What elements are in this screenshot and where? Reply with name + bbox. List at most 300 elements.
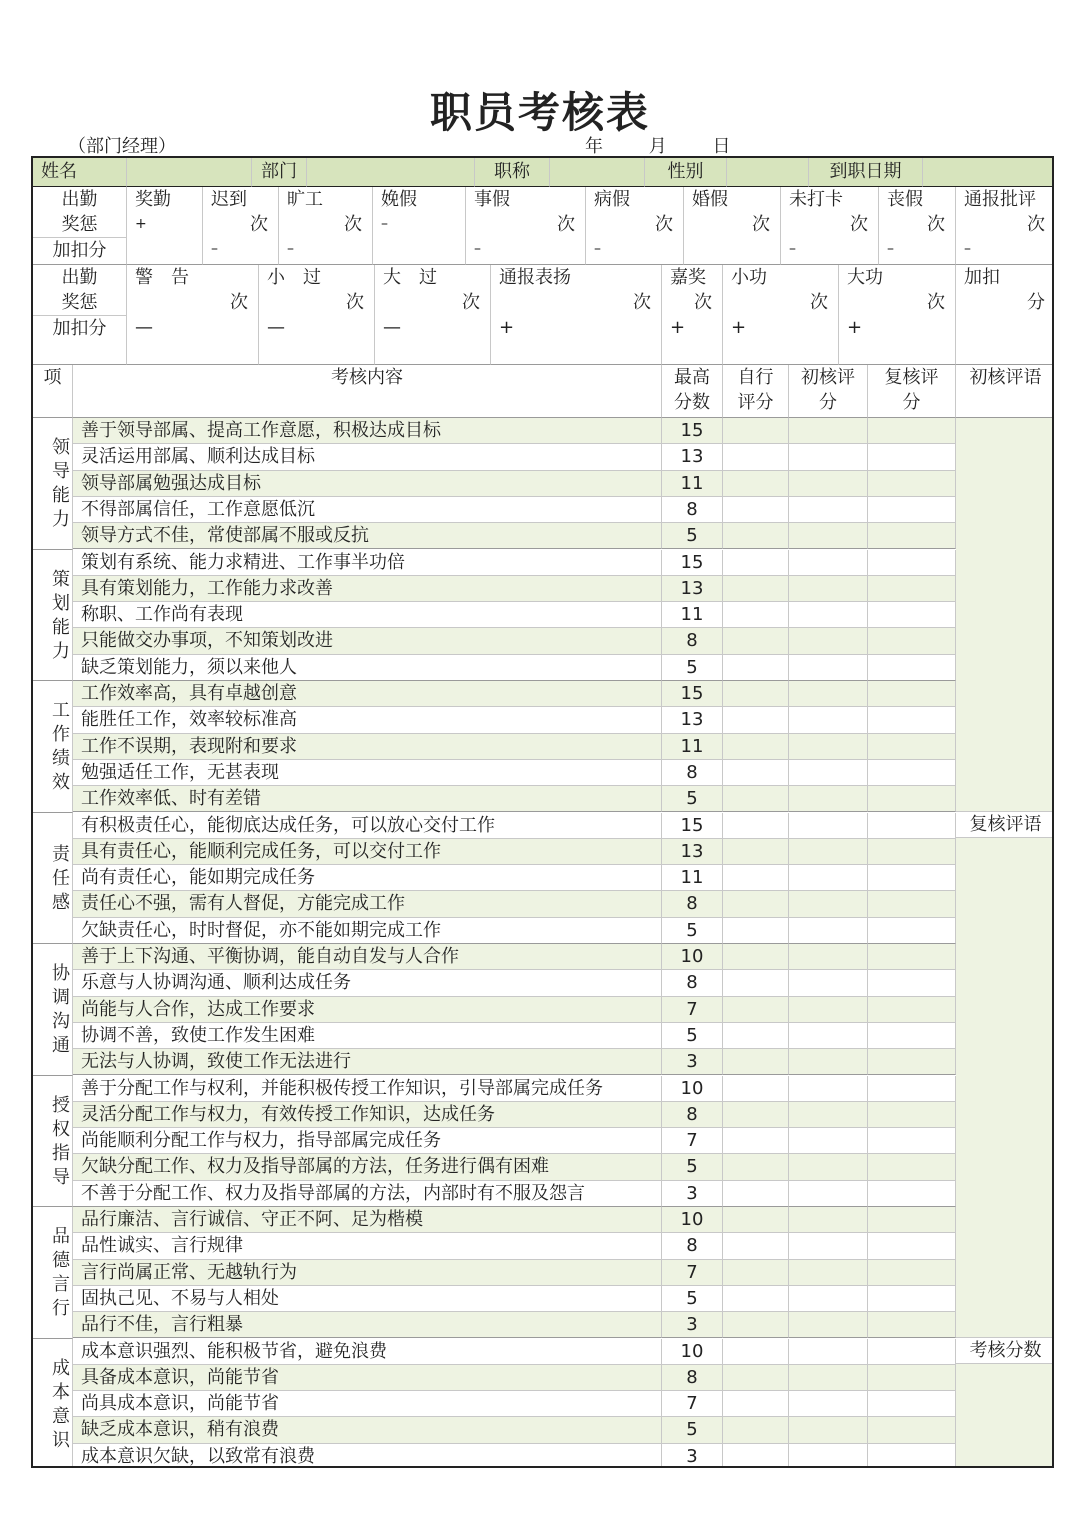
self-score-input[interactable]: [723, 997, 789, 1023]
attendance-cell[interactable]: [466, 187, 586, 265]
dept-label: 部门: [252, 158, 307, 187]
attendance-cell-unit: 次: [927, 214, 945, 235]
max-score: 11: [662, 471, 723, 497]
self-score-input[interactable]: [723, 1312, 789, 1338]
criteria-text: 尚能与人合作，达成工作要求: [73, 997, 662, 1023]
first-score-input[interactable]: [789, 1339, 868, 1365]
first-score-input[interactable]: [789, 1207, 868, 1233]
second-score-input[interactable]: [868, 1207, 956, 1233]
first-score-input[interactable]: [789, 1260, 868, 1286]
name-field[interactable]: [127, 158, 252, 187]
second-score-input[interactable]: [868, 1391, 956, 1417]
first-score-input[interactable]: [789, 1286, 868, 1312]
first-score-input[interactable]: [789, 550, 868, 576]
second-score-input[interactable]: [868, 1365, 956, 1391]
second-score-input[interactable]: [868, 839, 956, 865]
criteria-text: 领导部属勉强达成目标: [73, 471, 662, 497]
attendance-cell-sign: –: [789, 241, 796, 257]
second-score-input[interactable]: [868, 1233, 956, 1259]
attendance-cell-sign: –: [964, 241, 971, 257]
self-score-input[interactable]: [723, 523, 789, 549]
attendance-cell-sign: –: [211, 241, 218, 257]
max-score: 5: [662, 918, 723, 944]
award-cell-label: 通报表扬: [499, 267, 571, 288]
second-score-input[interactable]: [868, 918, 956, 944]
self-score-input[interactable]: [723, 1076, 789, 1102]
criteria-text: 只能做交办事项，不知策划改进: [73, 628, 662, 654]
self-score-input[interactable]: [723, 655, 789, 681]
attendance-cell-sign: +: [135, 216, 147, 232]
self-score-input[interactable]: [723, 1260, 789, 1286]
criteria-text: 尚具成本意识，尚能节省: [73, 1391, 662, 1417]
position-field[interactable]: [550, 158, 645, 187]
first-score-input[interactable]: [789, 813, 868, 839]
self-score-input[interactable]: [723, 1417, 789, 1443]
second-score-input[interactable]: [868, 681, 956, 707]
max-score: 8: [662, 1365, 723, 1391]
self-score-input[interactable]: [723, 1128, 789, 1154]
attendance-cell-unit: 次: [1027, 214, 1045, 235]
attendance-cell-sign: –: [381, 216, 388, 232]
attendance-cell[interactable]: [879, 187, 956, 265]
max-score-header: 最高 分数: [662, 365, 723, 418]
month-label: 月: [648, 136, 667, 157]
self-score-input[interactable]: [723, 1339, 789, 1365]
award-cell[interactable]: [662, 265, 723, 365]
second-score-input[interactable]: [868, 970, 956, 996]
award-cell-sign: +: [499, 317, 515, 338]
award-cell[interactable]: [375, 265, 491, 365]
self-score-input[interactable]: [723, 707, 789, 733]
criteria-text: 品性诚实、言行规律: [73, 1233, 662, 1259]
first-comment-field[interactable]: [956, 418, 1054, 812]
criteria-text: 善于分配工作与权利，并能积极传授工作知识，引导部属完成任务: [73, 1076, 662, 1102]
second-score-input[interactable]: [868, 655, 956, 681]
attendance-cell-sign: –: [594, 241, 601, 257]
first-score-input[interactable]: [789, 655, 868, 681]
criteria-text: 缺乏策划能力，须以来他人: [73, 655, 662, 681]
max-score: 13: [662, 576, 723, 602]
first-score-input[interactable]: [789, 681, 868, 707]
award-cell-unit: 次: [927, 292, 945, 313]
first-score-input[interactable]: [789, 970, 868, 996]
criteria-text: 能胜任工作，效率较标准高: [73, 707, 662, 733]
attendance-cell-label: 娩假: [381, 189, 417, 210]
award-cell-sign: —: [135, 317, 153, 338]
criteria-text: 固执己见、不易与人相处: [73, 1286, 662, 1312]
max-score: 13: [662, 839, 723, 865]
max-score: 8: [662, 497, 723, 523]
second-score-input[interactable]: [868, 1339, 956, 1365]
second-score-input[interactable]: [868, 1444, 956, 1468]
self-score-input[interactable]: [723, 813, 789, 839]
max-score: 15: [662, 550, 723, 576]
attendance-cell-label: 事假: [474, 189, 510, 210]
max-score: 8: [662, 760, 723, 786]
max-score: 5: [662, 1286, 723, 1312]
second-score-input[interactable]: [868, 707, 956, 733]
attendance-cell-unit: 次: [850, 214, 868, 235]
first-comment-header: 初核评语: [956, 365, 1054, 418]
second-score-input[interactable]: [868, 944, 956, 970]
first-score-input[interactable]: [789, 523, 868, 549]
criteria-text: 称职、工作尚有表现: [73, 602, 662, 628]
first-score-input[interactable]: [789, 1233, 868, 1259]
self-score-input[interactable]: [723, 891, 789, 917]
criteria-text: 缺乏成本意识，稍有浪费: [73, 1417, 662, 1443]
first-score-input[interactable]: [789, 576, 868, 602]
attendance-cell[interactable]: [127, 187, 203, 265]
criteria-text: 灵活运用部属、顺利达成目标: [73, 444, 662, 470]
self-score-input[interactable]: [723, 444, 789, 470]
award-cell[interactable]: [839, 265, 956, 365]
criteria-text: 策划有系统、能力求精进、工作事半功倍: [73, 550, 662, 576]
first-score-input[interactable]: [789, 1076, 868, 1102]
category-label: 协调沟通: [33, 944, 73, 1076]
self-score-input[interactable]: [723, 471, 789, 497]
second-score-input[interactable]: [868, 760, 956, 786]
second-score-input[interactable]: [868, 997, 956, 1023]
self-score-input[interactable]: [723, 918, 789, 944]
attendance-label-bonus: 加扣分: [33, 237, 126, 263]
max-score: 15: [662, 813, 723, 839]
first-score-input[interactable]: [789, 1049, 868, 1075]
first-score-input[interactable]: [789, 918, 868, 944]
attendance-cell[interactable]: [373, 187, 466, 265]
self-score-input[interactable]: [723, 839, 789, 865]
year-label: 年: [585, 136, 603, 157]
self-score-input[interactable]: [723, 1444, 789, 1468]
criteria-text: 工作不误期，表现附和要求: [73, 734, 662, 760]
award-cell[interactable]: [259, 265, 375, 365]
role-label: （部门经理）: [68, 136, 176, 157]
award-cell-label: 小 过: [267, 267, 321, 288]
self-score-input[interactable]: [723, 1207, 789, 1233]
criteria-text: 具有责任心，能顺利完成任务，可以交付工作: [73, 839, 662, 865]
second-score-input[interactable]: [868, 1417, 956, 1443]
category-label: 领导能力: [33, 418, 73, 550]
second-score-input[interactable]: [868, 1102, 956, 1128]
attendance-cell-unit: 次: [250, 214, 268, 235]
criteria-text: 工作效率高，具有卓越创意: [73, 681, 662, 707]
first-score-input[interactable]: [789, 628, 868, 654]
first-score-input[interactable]: [789, 1391, 868, 1417]
attendance-cell-label: 丧假: [887, 189, 923, 210]
max-score: 5: [662, 1154, 723, 1180]
self-score-input[interactable]: [723, 602, 789, 628]
criteria-text: 品行不佳，言行粗暴: [73, 1312, 662, 1338]
attendance-cell[interactable]: [203, 187, 279, 265]
first-score-input[interactable]: [789, 602, 868, 628]
max-score: 3: [662, 1312, 723, 1338]
award-cell[interactable]: [491, 265, 662, 365]
max-score: 7: [662, 1391, 723, 1417]
self-score-input[interactable]: [723, 865, 789, 891]
attendance-cell-sign: –: [887, 241, 894, 257]
first-score-input[interactable]: [789, 997, 868, 1023]
max-score: 8: [662, 891, 723, 917]
second-score-header: 复核评 分: [868, 365, 956, 418]
gender-field[interactable]: [727, 158, 809, 187]
max-score: 5: [662, 1023, 723, 1049]
attendance-cell-label: 通报批评: [964, 189, 1036, 210]
max-score: 10: [662, 1207, 723, 1233]
second-score-input[interactable]: [868, 786, 956, 812]
category-label: 责任感: [33, 813, 73, 945]
attendance-cell[interactable]: [586, 187, 684, 265]
second-score-input[interactable]: [868, 1154, 956, 1180]
attendance-cell[interactable]: [956, 187, 1054, 265]
max-score: 13: [662, 707, 723, 733]
second-score-input[interactable]: [868, 602, 956, 628]
item-header: 项: [33, 365, 73, 418]
date-line: [585, 132, 770, 158]
max-score: 10: [662, 1076, 723, 1102]
criteria-text: 乐意与人协调沟通、顺利达成任务: [73, 970, 662, 996]
first-score-input[interactable]: [789, 444, 868, 470]
criteria-text: 领导方式不佳，常使部属不服或反抗: [73, 523, 662, 549]
max-score: 15: [662, 418, 723, 444]
self-score-input[interactable]: [723, 786, 789, 812]
self-score-input[interactable]: [723, 1181, 789, 1207]
award-cell[interactable]: [127, 265, 259, 365]
max-score: 10: [662, 1339, 723, 1365]
self-score-input[interactable]: [723, 576, 789, 602]
first-score-input[interactable]: [789, 1365, 868, 1391]
first-score-input[interactable]: [789, 734, 868, 760]
max-score: 3: [662, 1049, 723, 1075]
criteria-text: 品行廉洁、言行诚信、守正不阿、足为楷模: [73, 1207, 662, 1233]
max-score: 8: [662, 628, 723, 654]
self-score-input[interactable]: [723, 1391, 789, 1417]
award-cell-label: 大 过: [383, 267, 437, 288]
criteria-text: 工作效率低、时有差错: [73, 786, 662, 812]
attendance-cell[interactable]: [781, 187, 879, 265]
position-label: 职称: [475, 158, 550, 187]
attendance-cell-unit: 次: [344, 214, 362, 235]
award-cell[interactable]: [723, 265, 839, 365]
first-score-input[interactable]: [789, 1128, 868, 1154]
first-score-header: 初核评 分: [789, 365, 868, 418]
award-cell-label: 大功: [847, 267, 883, 288]
self-score-input[interactable]: [723, 1049, 789, 1075]
self-score-input[interactable]: [723, 1365, 789, 1391]
criteria-text: 欠缺分配工作、权力及指导部属的方法，任务进行偶有困难: [73, 1154, 662, 1180]
award-cell-sign: —: [383, 317, 401, 338]
awards-label-top: 出勤: [61, 267, 98, 288]
second-score-input[interactable]: [868, 628, 956, 654]
first-score-input[interactable]: [789, 707, 868, 733]
self-score-input[interactable]: [723, 970, 789, 996]
category-label: 品德言行: [33, 1207, 73, 1339]
max-score: 10: [662, 944, 723, 970]
second-score-input[interactable]: [868, 891, 956, 917]
self-score-input[interactable]: [723, 1102, 789, 1128]
first-score-input[interactable]: [789, 891, 868, 917]
second-score-input[interactable]: [868, 1076, 956, 1102]
attendance-cell-unit: 次: [557, 214, 575, 235]
max-score: 11: [662, 602, 723, 628]
hire-date-field[interactable]: [923, 158, 1054, 187]
gender-label: 性别: [645, 158, 727, 187]
first-score-input[interactable]: [789, 786, 868, 812]
self-score-header: 自行 评分: [723, 365, 789, 418]
self-score-input[interactable]: [723, 944, 789, 970]
criteria-text: 尚能顺利分配工作与权力，指导部属完成任务: [73, 1128, 662, 1154]
self-score-input[interactable]: [723, 1154, 789, 1180]
self-score-input[interactable]: [723, 550, 789, 576]
criteria-text: 有积极责任心，能彻底达成任务，可以放心交付工作: [73, 813, 662, 839]
second-score-input[interactable]: [868, 444, 956, 470]
criteria-text: 善于上下沟通、平衡协调，能自动自发与人合作: [73, 944, 662, 970]
self-score-input[interactable]: [723, 681, 789, 707]
max-score: 3: [662, 1444, 723, 1468]
award-cell-unit: 分: [1027, 292, 1045, 313]
attendance-cell[interactable]: [684, 187, 781, 265]
max-score: 3: [662, 1181, 723, 1207]
award-cell-sign: +: [847, 317, 863, 338]
max-score: 8: [662, 1102, 723, 1128]
first-score-input[interactable]: [789, 497, 868, 523]
attendance-cell-unit: 次: [752, 214, 770, 235]
max-score: 5: [662, 1417, 723, 1443]
attendance-cell-label: 奖勤: [135, 189, 171, 210]
attendance-cell-label: 迟到: [211, 189, 247, 210]
awards-label-mid: 奖惩: [61, 292, 98, 313]
awards-label-bonus: 加扣分: [33, 315, 126, 341]
self-score-input[interactable]: [723, 734, 789, 760]
attendance-cell-label: 婚假: [692, 189, 728, 210]
award-cell-unit: 次: [810, 292, 828, 313]
award-cell-unit: 次: [462, 292, 480, 313]
second-score-input[interactable]: [868, 497, 956, 523]
max-score: 5: [662, 523, 723, 549]
criteria-text: 成本意识欠缺，以致常有浪费: [73, 1444, 662, 1468]
page-title: 职员考核表: [429, 88, 650, 137]
assessment-sheet: [31, 156, 1054, 1468]
second-score-input[interactable]: [868, 1286, 956, 1312]
first-score-input[interactable]: [789, 944, 868, 970]
second-comment-label: 复核评语: [956, 812, 1054, 838]
self-score-input[interactable]: [723, 1286, 789, 1312]
first-score-input[interactable]: [789, 1444, 868, 1468]
name-label: 姓名: [33, 158, 127, 187]
second-score-input[interactable]: [868, 523, 956, 549]
attendance-cell-label: 未打卡: [789, 189, 843, 210]
second-score-input[interactable]: [868, 1049, 956, 1075]
criteria-text: 灵活分配工作与权力，有效传授工作知识，达成任务: [73, 1102, 662, 1128]
self-score-input[interactable]: [723, 628, 789, 654]
first-score-input[interactable]: [789, 1154, 868, 1180]
day-label: 日: [712, 136, 731, 157]
second-score-input[interactable]: [868, 471, 956, 497]
award-cell-sign: +: [670, 317, 686, 338]
first-score-input[interactable]: [789, 1023, 868, 1049]
second-comment-field[interactable]: [956, 838, 1054, 1338]
second-score-input[interactable]: [868, 1023, 956, 1049]
self-score-input[interactable]: [723, 418, 789, 444]
second-score-input[interactable]: [868, 865, 956, 891]
attendance-cell-sign: –: [474, 241, 481, 257]
first-score-input[interactable]: [789, 1102, 868, 1128]
award-cell-label: 加扣: [964, 267, 1000, 288]
category-label: 工作绩效: [33, 681, 73, 813]
criteria-text: 具有策划能力，工作能力求改善: [73, 576, 662, 602]
max-score: 13: [662, 444, 723, 470]
second-score-input[interactable]: [868, 1260, 956, 1286]
second-score-input[interactable]: [868, 550, 956, 576]
award-cell-label: 警 告: [135, 267, 189, 288]
self-score-input[interactable]: [723, 760, 789, 786]
first-score-input[interactable]: [789, 1181, 868, 1207]
first-score-input[interactable]: [789, 1417, 868, 1443]
second-score-input[interactable]: [868, 1128, 956, 1154]
attendance-label: [33, 187, 127, 265]
content-header: 考核内容: [73, 365, 662, 418]
attendance-cell[interactable]: [279, 187, 373, 265]
award-cell-label: 嘉奖: [670, 267, 706, 288]
criteria-text: 善于领导部属、提高工作意愿，积极达成目标: [73, 418, 662, 444]
max-score: 7: [662, 1260, 723, 1286]
criteria-text: 成本意识强烈、能积极节省，避免浪费: [73, 1339, 662, 1365]
self-score-input[interactable]: [723, 497, 789, 523]
award-cell-sign: —: [267, 317, 285, 338]
awards-label: [33, 265, 127, 365]
self-score-input[interactable]: [723, 1023, 789, 1049]
max-score: 5: [662, 786, 723, 812]
award-cell-sign: +: [731, 317, 747, 338]
max-score: 8: [662, 1233, 723, 1259]
max-score: 11: [662, 865, 723, 891]
award-cell-unit: 次: [346, 292, 364, 313]
attendance-cell-unit: 次: [655, 214, 673, 235]
criteria-text: 勉强适任工作，无甚表现: [73, 760, 662, 786]
category-label: 成本意识: [33, 1339, 73, 1469]
second-score-input[interactable]: [868, 1312, 956, 1338]
second-score-input[interactable]: [868, 1181, 956, 1207]
first-score-input[interactable]: [789, 471, 868, 497]
first-score-input[interactable]: [789, 418, 868, 444]
criteria-text: 责任心不强，需有人督促，方能完成工作: [73, 891, 662, 917]
criteria-text: 不得部属信任，工作意愿低沉: [73, 497, 662, 523]
second-score-input[interactable]: [868, 418, 956, 444]
second-score-input[interactable]: [868, 576, 956, 602]
attendance-cell-label: 旷工: [287, 189, 323, 210]
first-score-input[interactable]: [789, 1312, 868, 1338]
second-score-input[interactable]: [868, 734, 956, 760]
first-score-input[interactable]: [789, 865, 868, 891]
dept-field[interactable]: [307, 158, 475, 187]
self-score-input[interactable]: [723, 1233, 789, 1259]
award-cell-unit: 次: [230, 292, 248, 313]
attendance-cell-label: 病假: [594, 189, 630, 210]
second-score-input[interactable]: [868, 813, 956, 839]
hire-date-label: 到职日期: [809, 158, 923, 187]
award-cell-label: 小功: [731, 267, 767, 288]
total-score-field[interactable]: [956, 1364, 1054, 1468]
first-score-input[interactable]: [789, 839, 868, 865]
criteria-text: 不善于分配工作、权力及指导部属的方法，内部时有不服及怨言: [73, 1181, 662, 1207]
criteria-text: 言行尚属正常、无越轨行为: [73, 1260, 662, 1286]
category-label: 授权指导: [33, 1076, 73, 1208]
attendance-label-top: 出勤: [61, 189, 98, 210]
award-cell[interactable]: [956, 265, 1054, 365]
attendance-label-mid: 奖惩: [61, 214, 98, 235]
max-score: 15: [662, 681, 723, 707]
first-score-input[interactable]: [789, 760, 868, 786]
max-score: 7: [662, 997, 723, 1023]
criteria-text: 具备成本意识，尚能节省: [73, 1365, 662, 1391]
